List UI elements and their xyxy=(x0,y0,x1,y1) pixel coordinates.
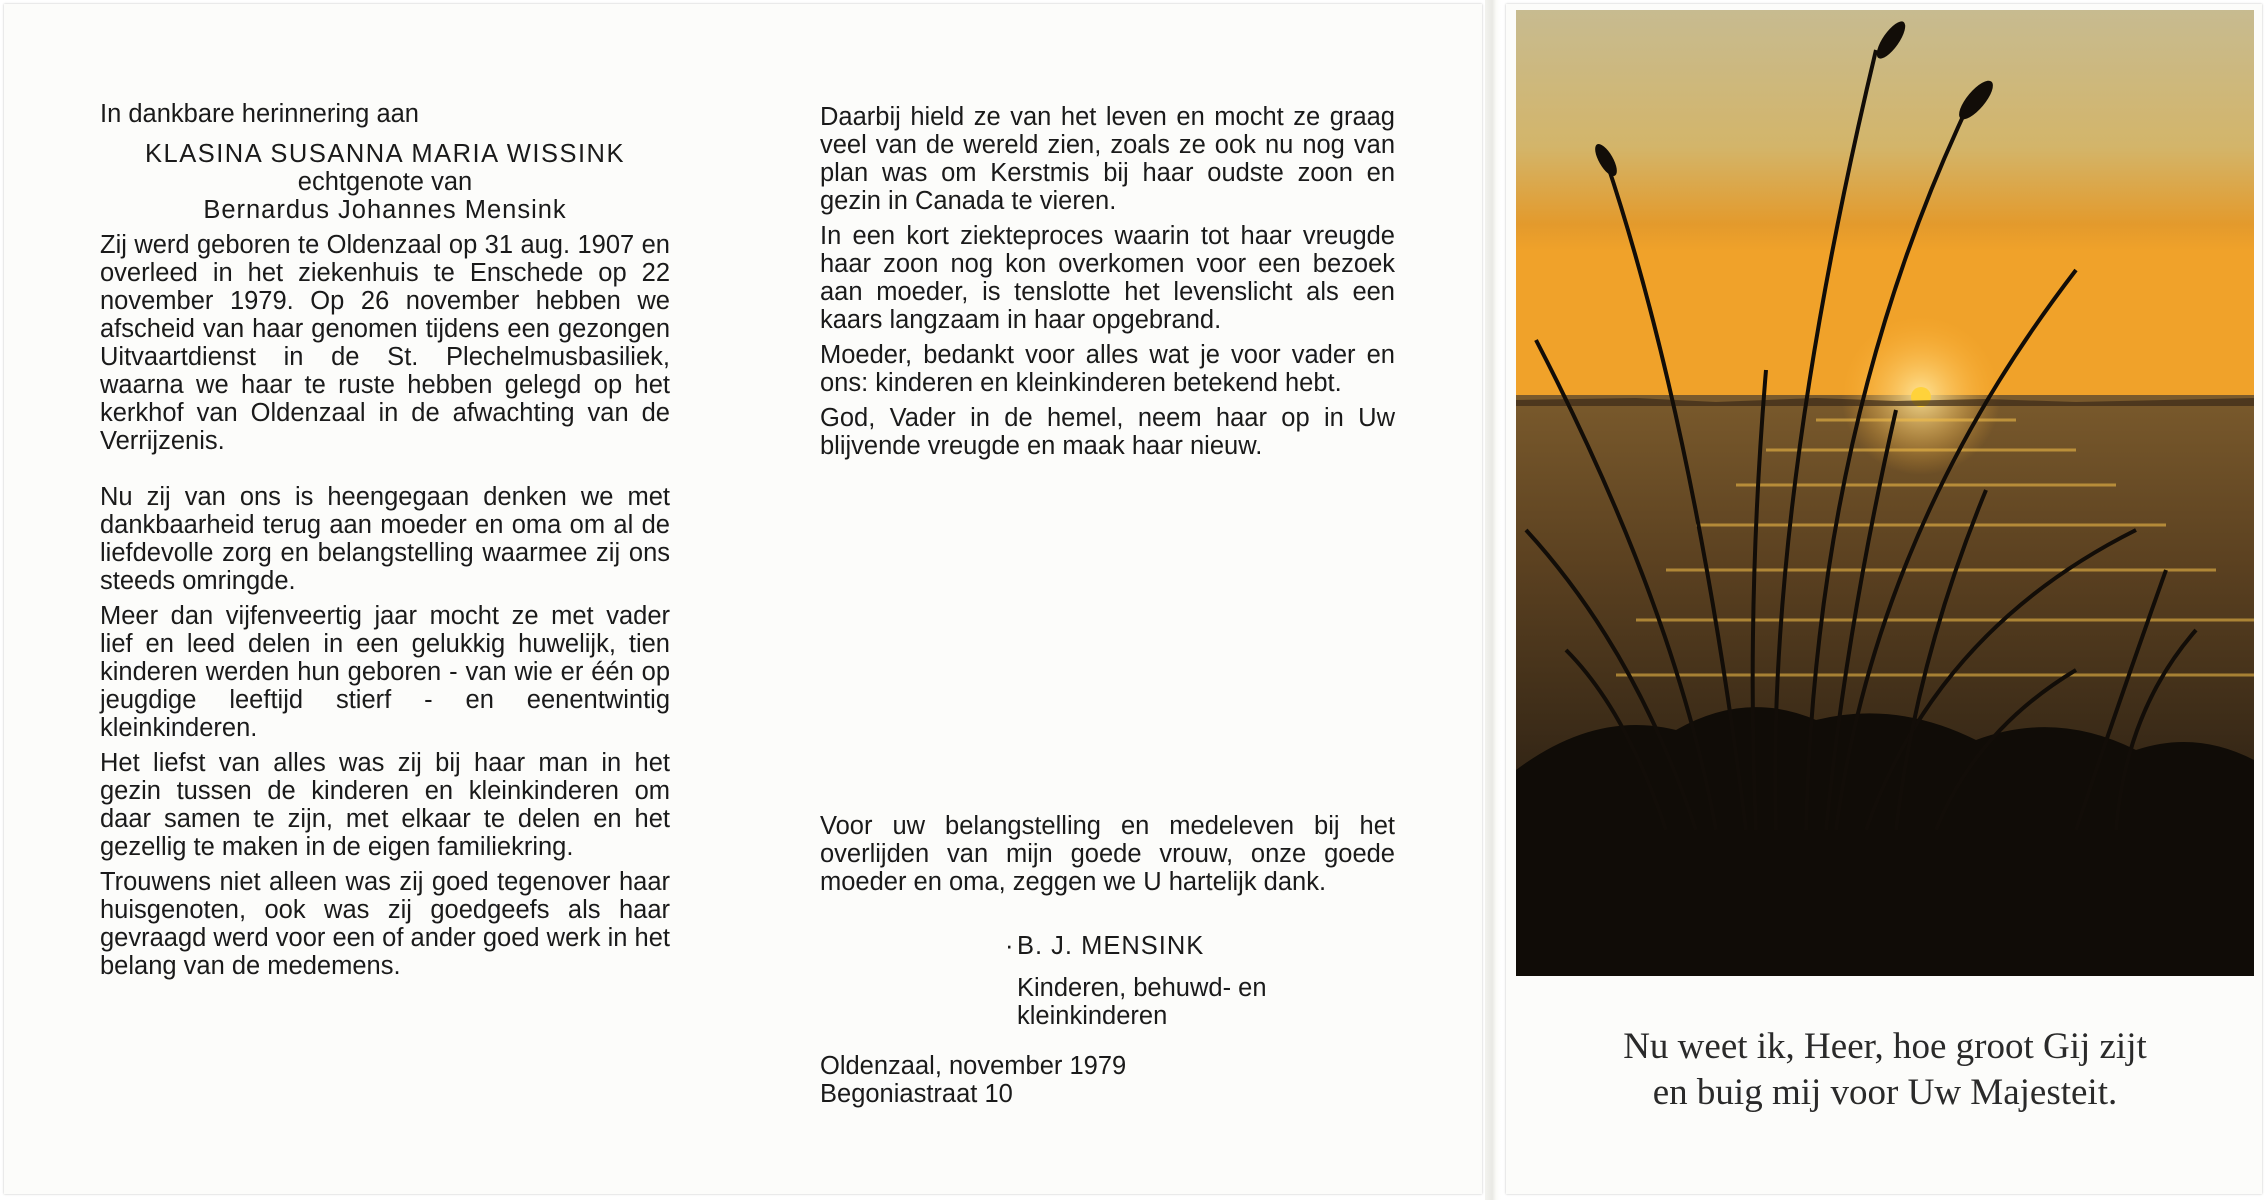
sunset-illustration xyxy=(1516,10,2254,976)
intro-line: In dankbare herinnering aan xyxy=(100,100,419,128)
thanks-note: Voor uw belangstelling en medeleven bij het overlijden van mijn goede vrouw, onze goede moeder en oma, zeggen we U hartelijk dank. xyxy=(820,812,1395,896)
paragraph-prayer: God, Vader in de hemel, neem haar op in Uw blijvende vreugde en maak haar nieuw. xyxy=(820,404,1395,460)
spouse-label: echtgenote van xyxy=(297,168,473,196)
left-page-text xyxy=(100,100,670,980)
paragraph-travel: Daarbij hield ze van het leven en mocht ze graag veel van de wereld zien, zoals ze ook nu nog van plan was om Kerstmis bij haar oudste zoon en gezin in Canada te vieren. xyxy=(820,103,1395,215)
address: Begoniastraat 10 xyxy=(820,1080,1013,1108)
paragraph-family: Het liefst van alles was zij bij haar man in het gezin tussen de kinderen en kleinkinderen om daar samen te zijn, met elkaar te delen en het gezellig te maken in de eigen familiekring. xyxy=(100,749,670,861)
paragraph-gratitude: Nu zij van ons is heengegaan denken we met dankbaarheid terug aan moeder en oma om al de liefdevolle zorg en belangstelling waarmee zij ons steeds omringde. xyxy=(100,483,670,595)
card-fold xyxy=(1485,0,1501,1200)
place-date: Oldenzaal, november 1979 xyxy=(820,1052,1127,1080)
paragraph-illness: In een kort ziekteproces waarin tot haar vreugde haar zoon nog kon overkomen voor een bezoek aan moeder, is tenslotte het levenslicht als een kaars langzaam in haar opgebrand. xyxy=(820,222,1395,334)
spouse-name: Bernardus Johannes Mensink xyxy=(203,196,567,224)
verse xyxy=(1516,1024,2254,1116)
signature-dot: · xyxy=(1005,932,1014,960)
sunset-photo xyxy=(1516,10,2254,976)
signature-block xyxy=(1005,932,1205,960)
verse-line-1: Nu weet ik, Heer, hoe groot Gij zijt xyxy=(1623,1026,2147,1067)
middle-page-text xyxy=(820,103,1395,460)
verse-line-2: en buig mij voor Uw Majesteit. xyxy=(1652,1072,2118,1113)
paragraph-marriage: Meer dan vijfenveertig jaar mocht ze met vader lief en leed delen in een gelukkig huwelijk, tien kinderen werden hun geboren - van wie er één op jeugdige leeftijd stierf - en eenentwintig kleinkinderen. xyxy=(100,602,670,742)
paragraph-generosity: Trouwens niet alleen was zij goed tegenover haar huisgenoten, ook was zij goedgeefs als haar gevraagd werd voor een of ander goed werk in het belang van de medemens. xyxy=(100,868,670,980)
paragraph-life-dates: Zij werd geboren te Oldenzaal op 31 aug. 1907 en overleed in het ziekenhuis te Enschede op 22 november 1979. Op 26 november hebben we afscheid van haar genomen tijdens een gezongen Uitvaartdienst in de St. Plechelmusbasiliek, waarna we haar te ruste hebben gelegd op het kerkhof van Oldenzaal in de afwachting van de Verrijzenis. xyxy=(100,231,670,455)
paragraph-thanks-mother: Moeder, bedankt voor alles wat je voor vader en ons: kinderen en kleinkinderen betekend hebt. xyxy=(820,341,1395,397)
deceased-name: KLASINA SUSANNA MARIA WISSINK xyxy=(145,140,625,168)
signature-name: B. J. MENSINK xyxy=(1017,932,1205,960)
relatives-line: Kinderen, behuwd- en kleinkinderen xyxy=(1017,974,1267,1030)
place-date-block xyxy=(820,1052,1126,1108)
